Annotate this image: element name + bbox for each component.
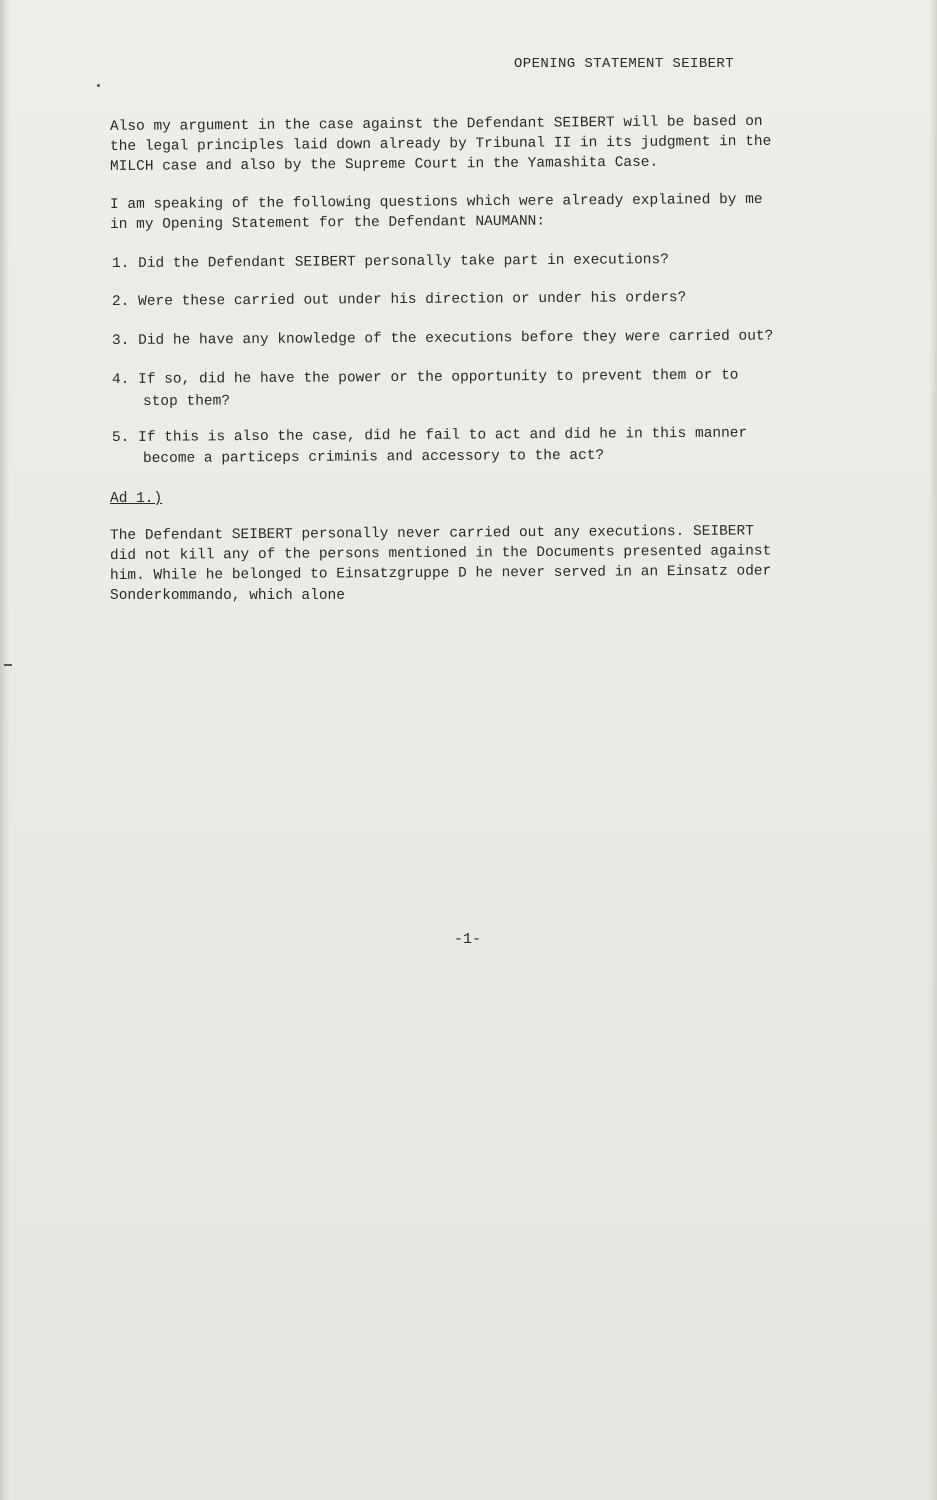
question-number: 3. [111, 332, 130, 349]
margin-mark [4, 664, 12, 666]
page-right-edge [929, 0, 937, 1500]
question-5 [112, 424, 747, 448]
intro-line-2: the legal principles laid down already by Tribunal II in its judgment in the [109, 133, 772, 155]
section-heading: Ad 1.) [110, 491, 163, 507]
question-text: If so, did he have the power or the opportunity to prevent them or to [138, 367, 739, 388]
question-4 [112, 366, 739, 390]
question-number: 2. [111, 293, 130, 310]
question-1 [112, 250, 669, 274]
section-line-1: The Defendant SEIBERT personally never carried out any executions. SEIBERT [109, 523, 754, 544]
speaking-line-2: in my Opening Statement for the Defendant NAUMANN: [109, 213, 546, 233]
question-4-continued: stop them? [142, 393, 231, 410]
question-text: Did the Defendant SEIBERT personally take part in executions? [138, 252, 669, 272]
question-3 [112, 326, 773, 351]
section-line-4: Sonderkommando, which alone [110, 588, 345, 604]
question-number: 5. [111, 429, 130, 446]
question-5-continued: become a particeps criminis and accessory to the act? [142, 447, 605, 467]
page-left-edge [0, 0, 10, 1500]
section-line-3: him. While he belonged to Einsatzgruppe D he never served in an Einsatz oder [109, 563, 772, 584]
intro-line-3: MILCH case and also by the Supreme Court in the Yamashita Case. [109, 154, 659, 175]
ink-dot [97, 84, 100, 87]
question-number: 4. [111, 371, 130, 388]
document-header: OPENING STATEMENT SEIBERT [514, 56, 735, 72]
question-text: Did he have any knowledge of the executions before they were carried out? [138, 328, 774, 349]
speaking-line-1: I am speaking of the following questions which were already explained by me [109, 191, 763, 213]
question-text: If this is also the case, did he fail to act and did he in this manner [138, 425, 748, 446]
question-number: 1. [111, 255, 130, 272]
intro-line-1: Also my argument in the case against the Defendant SEIBERT will be based on [109, 113, 763, 135]
question-text: Were these carried out under his direction or under his orders? [138, 289, 687, 310]
page-number: -1- [454, 931, 482, 948]
section-line-2: did not kill any of the persons mentioned in the Documents presented against [109, 543, 772, 564]
question-2 [112, 288, 686, 312]
